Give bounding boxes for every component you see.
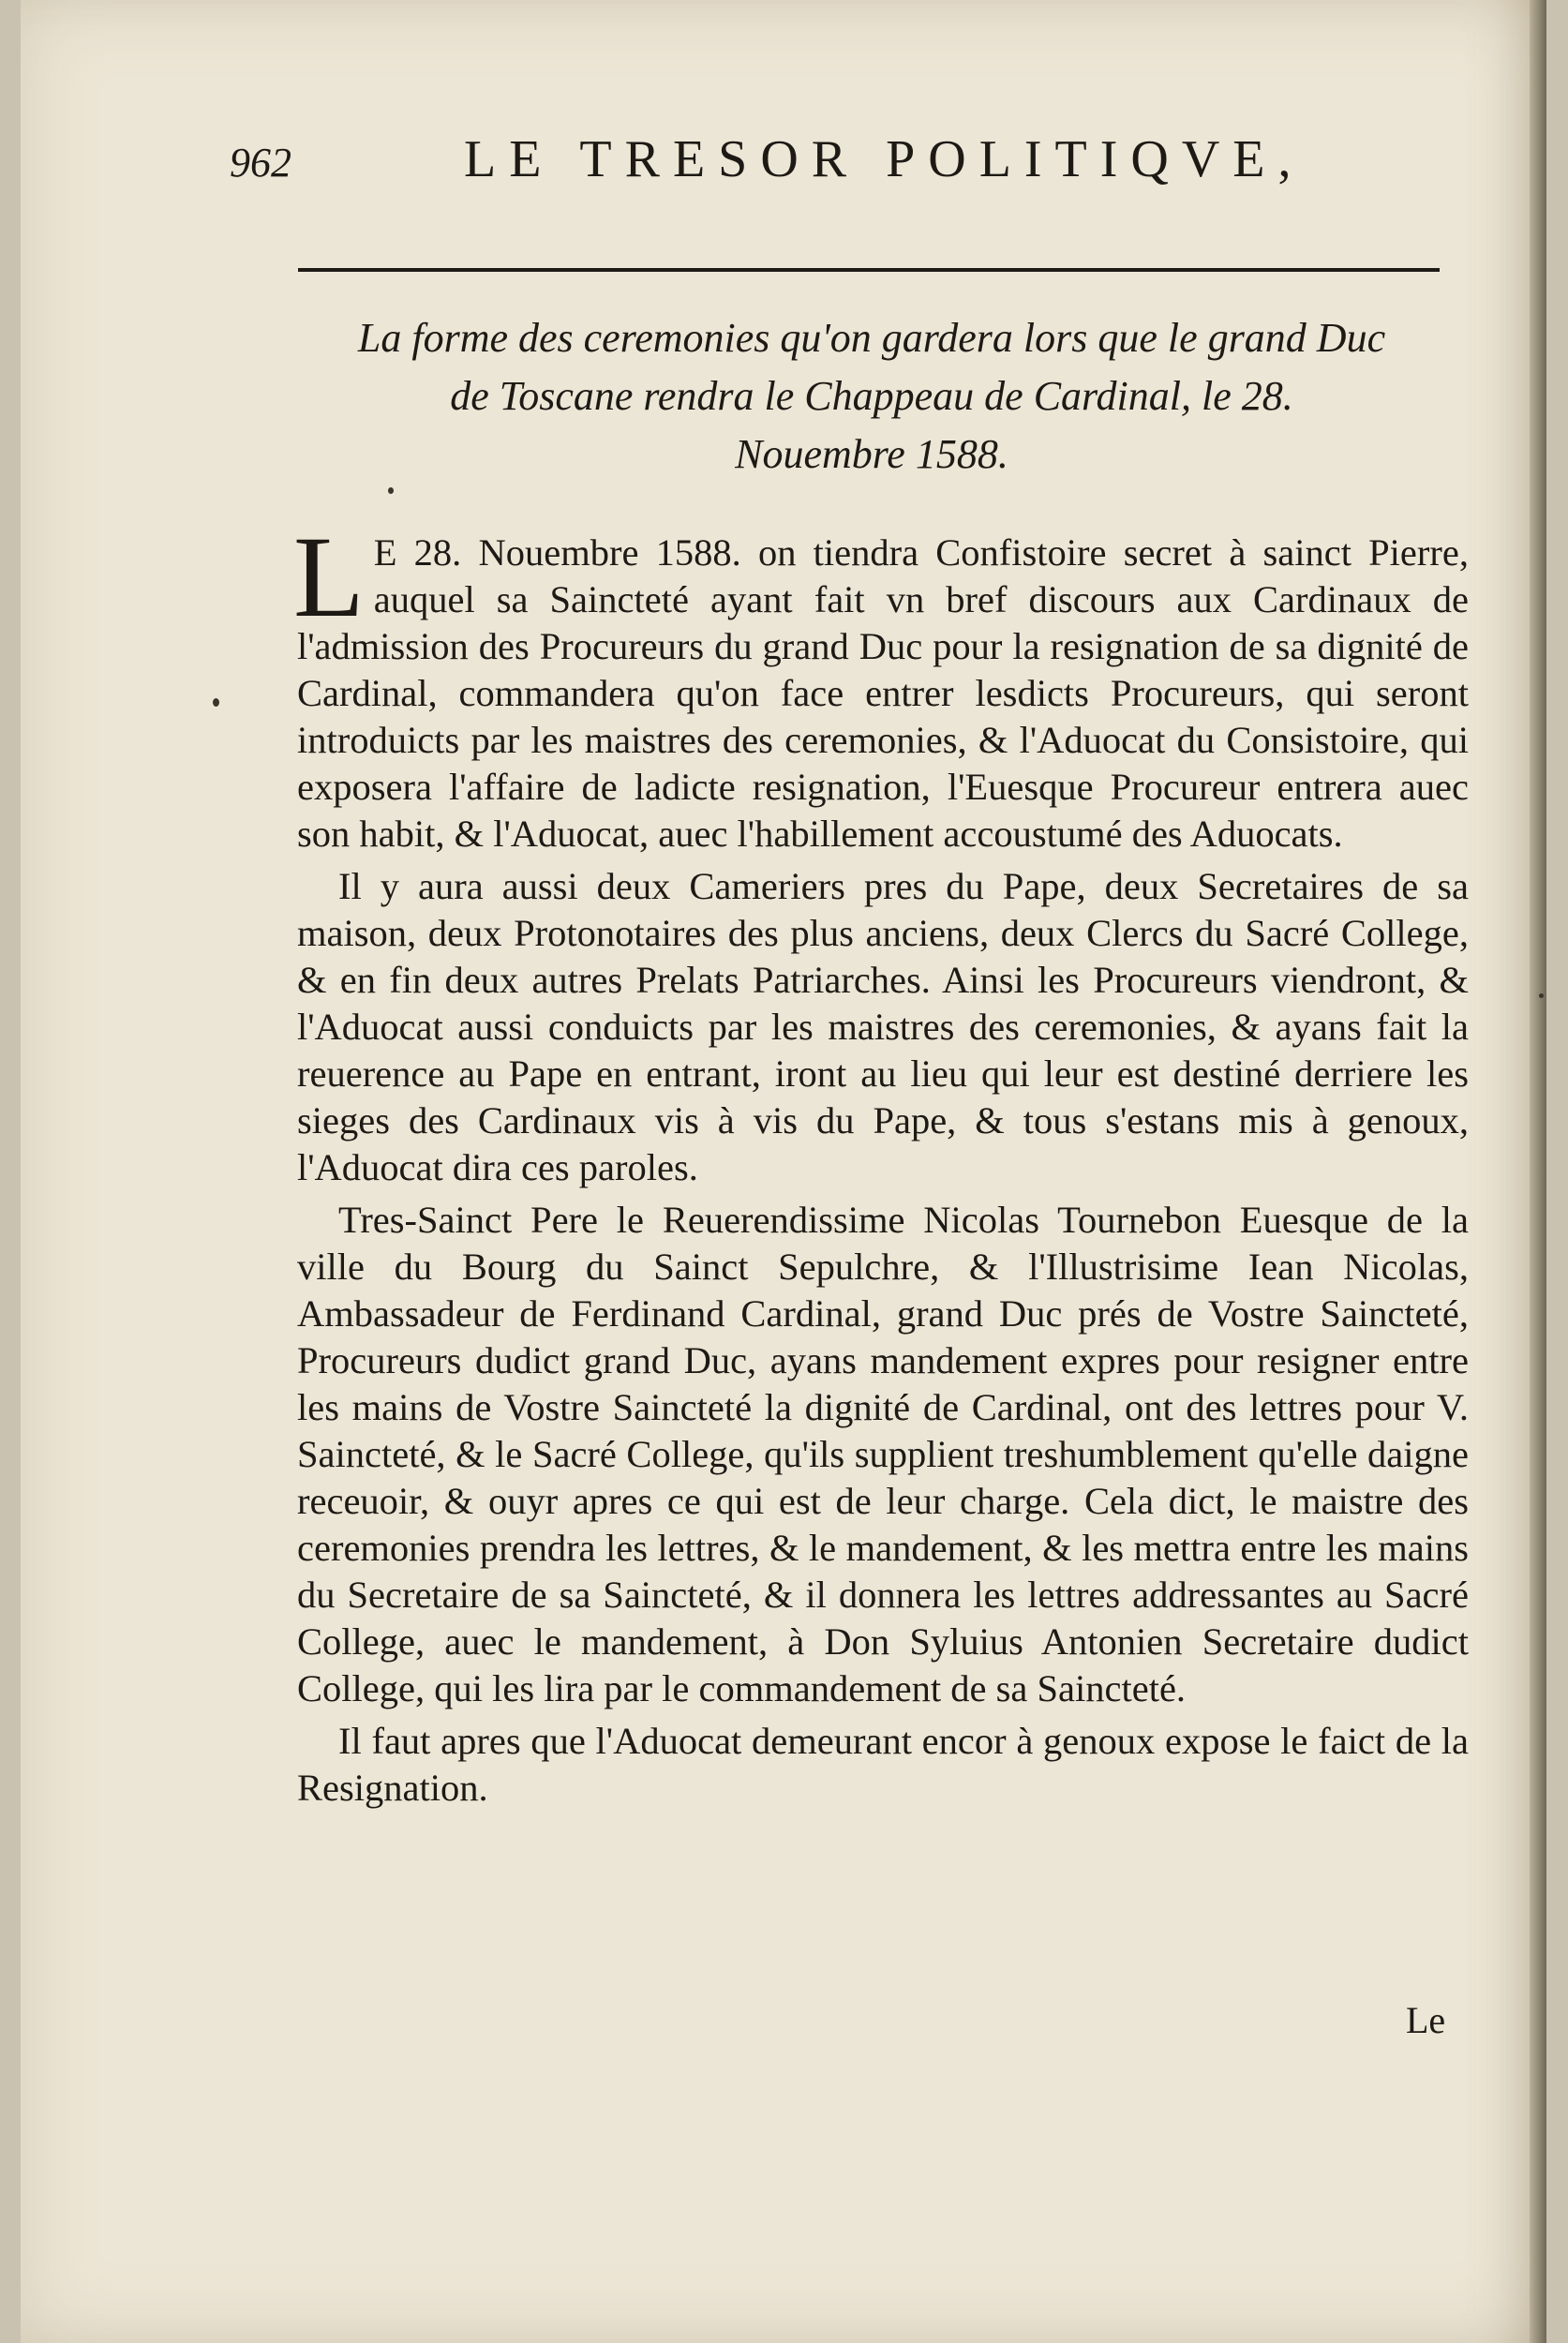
binding-edge [1530,0,1546,2343]
page-number: 962 [230,140,291,186]
heading-line-1: La forme des ceremonies qu'on gardera lors que le grand Duc [357,315,1386,361]
catchword: Le [1406,1999,1446,2041]
drop-cap: L [293,513,365,641]
paragraph-4: Il faut apres que l'Aduocat demeurant encor à genoux expose le faict de la Resignation. [297,1720,1469,1809]
heading-line-3: Nouembre 1588. [735,431,1008,477]
paragraph-1-text: E 28. Nouembre 1588. on tiendra Confistoire secret à sainct Pierre, auquel sa Saincteté ayant fait vn bref discours aux Cardinaux de l'admission des Procureurs du grand Duc pour la resignation de sa dignité de Cardinal, commandera qu'on face entrer lesdicts Procureurs, qui seront introduicts par les maistres des ceremonies, & l'Aduocat du Consistoire, qui exposera l'affaire de ladicte resignation, l'Euesque Procureur entrera auec son habit, & l'Aduocat, auec l'habillement accoustumé des Aduocats. [297,531,1469,855]
ink-spot [388,487,394,494]
heading-line-2: de Toscane rendra le Chappeau de Cardinal, le 28. [450,373,1293,419]
page-header [230,122,1467,197]
paragraph-3: Tres-Sainct Pere le Reuerendissime Nicolas Tournebon Euesque de la ville du Bourg du Sainct Sepulchre, & l'Illustrisime Iean Nicolas, Ambassadeur de Ferdinand Cardinal, grand Duc prés de Vostre Saincteté, Procureurs dudict grand Duc, ayans mandement expres pour resigner entre les mains de Vostre Saincteté la dignité de Cardinal, ont des lettres pour V. Saincteté, & le Sacré College, qu'ils supplient treshumblement qu'elle daigne receuoir, & ouyr apres ce qui est de leur charge. Cela dict, le maistre des ceremonies prendra les lettres, & le mandement, & les mettra entre les mains du Secretaire de sa Saincteté, & il donnera les lettres addressantes au Sacré College, auec le mandement, à Don Syluius Antonien Secretaire dudict College, qui les lira par le commandement de sa Saincteté. [297,1199,1469,1709]
paragraph-2: Il y aura aussi deux Cameriers pres du Pape, deux Secretaires de sa maison, deux Protonotaires des plus anciens, deux Clercs du Sacré College, & en fin deux autres Prelats Patriarches. Ainsi les Procureurs viendront, & l'Aduocat aussi conduicts par les maistres des ceremonies, & ayans fait la reuerence au Pape en entrant, iront au lieu qui leur est destiné derriere les sieges des Cardinaux vis à vis du Pape, & tous s'estans mis à genoux, l'Aduocat dira ces paroles. [297,865,1469,1188]
header-rule [298,268,1440,272]
ink-spot [1539,993,1544,998]
body-text [293,513,1469,1817]
section-heading [276,309,1467,484]
paragraph-1 [293,513,1469,858]
ink-spot [213,698,219,707]
running-title: LE TRESOR POLITIQVE, [464,130,1305,188]
